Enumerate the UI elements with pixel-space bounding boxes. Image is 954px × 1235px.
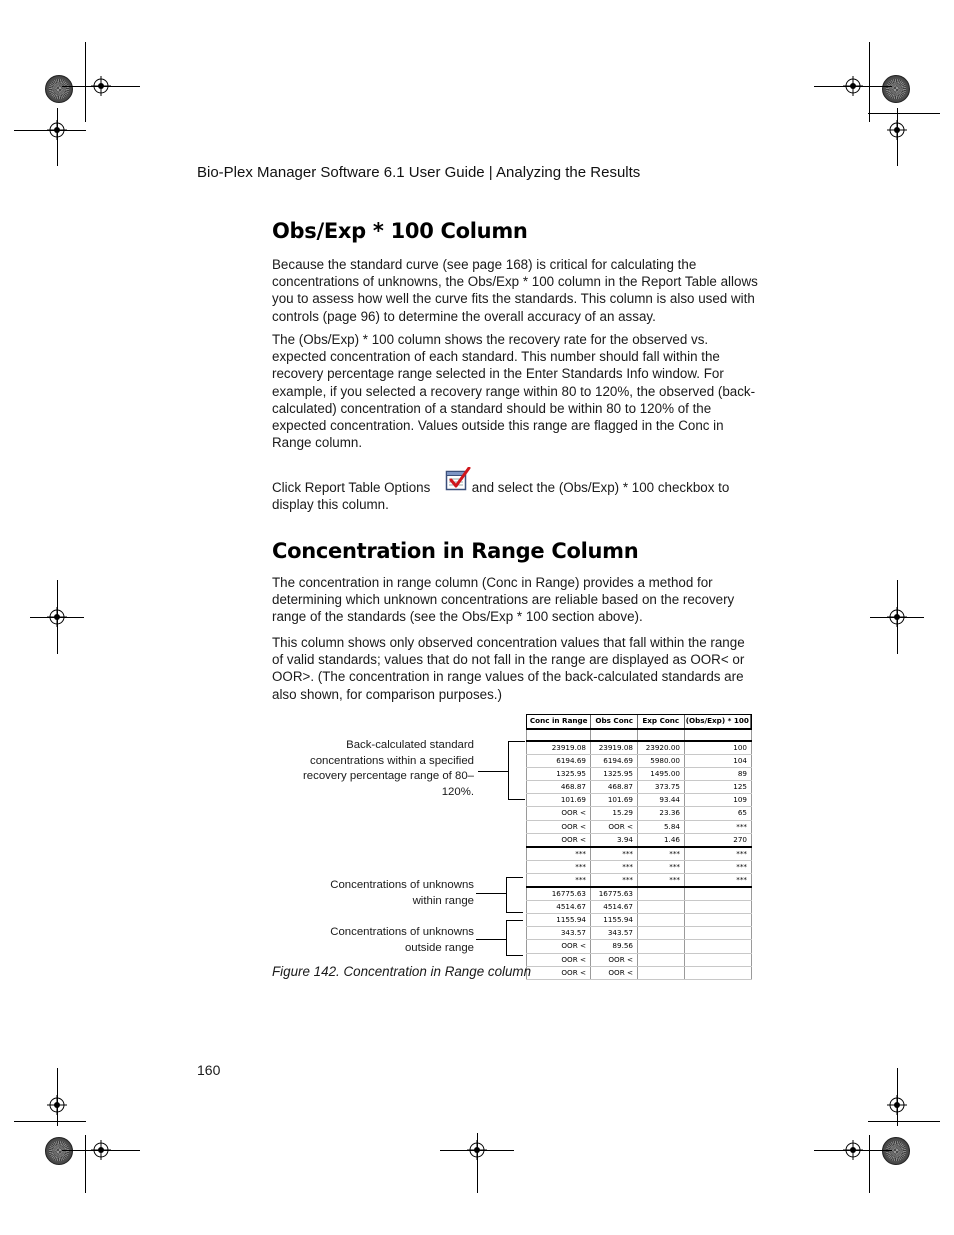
- crosshair-icon: [843, 1140, 863, 1160]
- printer-disc-icon: [45, 1137, 73, 1165]
- table-blank-row: [526, 730, 752, 742]
- concentration-table: [526, 714, 752, 980]
- table-cell: 4514.67: [526, 901, 591, 913]
- printer-disc-icon: [882, 1137, 910, 1165]
- paragraph: The (Obs/Exp) * 100 column shows the recovery rate for the observed vs. expected concentration of each standard. This number should fall within the recovery percentage range selected in the Enter Standards Info window. For example, if you selected a recovery range within 80 to 120%, the observed (back-calculated) concentration of a standard should be within 80 to 120% of the expected concentration. Values outside this range are flagged in the Conc in Range column.: [272, 332, 756, 451]
- table-cell: 100: [685, 742, 752, 754]
- table-header-row: [526, 714, 752, 730]
- table-cell: ***: [638, 848, 685, 860]
- table-cell: 65: [685, 807, 752, 819]
- table-cell: 3.94: [591, 834, 638, 846]
- table-cell: OOR <: [526, 807, 591, 819]
- table-cell: 1495.00: [638, 768, 685, 780]
- table-cell: [685, 914, 752, 926]
- crosshair-icon: [91, 1140, 111, 1160]
- printer-disc-icon: [882, 75, 910, 103]
- table-cell: ***: [591, 874, 638, 886]
- table-cell: Obs Conc: [591, 715, 638, 728]
- table-row: [526, 755, 752, 768]
- table-cell: [685, 940, 752, 952]
- crosshair-icon: [47, 1095, 67, 1115]
- table-cell: 373.75: [638, 781, 685, 793]
- table-cell: [638, 914, 685, 926]
- paragraph: This column shows only observed concentration values that fall within the range of valid standards; values that do not fall in the range are displayed as OOR< or OOR>. (The concentration in range values of the back-calculated standards are also shown, for comparison purposes.): [272, 635, 745, 702]
- table-cell: 343.57: [526, 927, 591, 939]
- table-cell: 93.44: [638, 794, 685, 806]
- table-row: [526, 874, 752, 888]
- table-cell: 15.29: [591, 807, 638, 819]
- table-cell: OOR <: [526, 821, 591, 833]
- table-row: [526, 914, 752, 927]
- table-cell: 270: [685, 834, 752, 846]
- table-cell: 1155.94: [591, 914, 638, 926]
- table-cell: ***: [638, 874, 685, 886]
- table-cell: Conc in Range: [527, 715, 591, 728]
- table-cell: [638, 901, 685, 913]
- running-head: Bio-Plex Manager Software 6.1 User Guide | Analyzing the Results: [197, 164, 641, 181]
- table-row: [526, 821, 752, 834]
- report-table-options-icon: [445, 467, 471, 491]
- table-cell: (Obs/Exp) * 100: [685, 715, 751, 728]
- table-row: [526, 954, 752, 967]
- table-cell: [638, 888, 685, 900]
- table-row: [526, 901, 752, 914]
- table-cell: 101.69: [591, 794, 638, 806]
- table-cell: [685, 901, 752, 913]
- table-cell: ***: [685, 821, 752, 833]
- table-cell: 1.46: [638, 834, 685, 846]
- crosshair-icon: [887, 607, 907, 627]
- table-row: [526, 794, 752, 807]
- table-cell: OOR <: [591, 967, 638, 979]
- table-cell: OOR <: [591, 954, 638, 966]
- paragraph: Because the standard curve (see page 168) is critical for calculating the concentrations of unknowns, the Obs/Exp * 100 column in the Report Table allows you to assess how well the curve fits the standards. This column is also used with controls (page 96) to determine the overall accuracy of an assay.: [272, 257, 758, 324]
- table-row: [526, 781, 752, 794]
- callout-unknowns-outside: Concentrations of unknowns outside range: [330, 926, 474, 954]
- callout-unknowns-within: Concentrations of unknowns within range: [330, 879, 474, 907]
- table-cell: 5.84: [638, 821, 685, 833]
- table-cell: 109: [685, 794, 752, 806]
- table-cell: OOR <: [526, 967, 591, 979]
- table-cell: [638, 967, 685, 979]
- table-cell: 89: [685, 768, 752, 780]
- table-row: [526, 848, 752, 861]
- table-cell: [685, 927, 752, 939]
- crosshair-icon: [843, 76, 863, 96]
- table-row: [526, 861, 752, 874]
- table-row: [526, 927, 752, 940]
- heading-conc-range: Concentration in Range Column: [272, 539, 639, 563]
- table-cell: 23920.00: [638, 742, 685, 754]
- table-cell: 6194.69: [526, 755, 591, 767]
- table-cell: ***: [526, 874, 591, 886]
- table-cell: 1325.95: [591, 768, 638, 780]
- table-cell: 5980.00: [638, 755, 685, 767]
- table-cell: 6194.69: [591, 755, 638, 767]
- crosshair-icon: [47, 120, 67, 140]
- paragraph: The concentration in range column (Conc in Range) provides a method for determining which unknown concentrations are reliable based on the recovery range of the standards (see the Obs/Exp * 100 section above).: [272, 575, 735, 625]
- table-cell: ***: [638, 861, 685, 873]
- table-row: [526, 742, 752, 755]
- table-row: [526, 807, 752, 820]
- callout-standards: Back-calculated standard concentrations within a specified recovery percentage range of 80–120%.: [303, 739, 474, 798]
- table-cell: 23.36: [638, 807, 685, 819]
- table-cell: 1325.95: [526, 768, 591, 780]
- table-cell: ***: [526, 848, 591, 860]
- table-cell: OOR <: [526, 940, 591, 952]
- crosshair-icon: [47, 607, 67, 627]
- table-cell: [638, 927, 685, 939]
- crosshair-icon: [887, 120, 907, 140]
- table-cell: ***: [685, 874, 752, 886]
- table-cell: ***: [685, 861, 752, 873]
- table-cell: 101.69: [526, 794, 591, 806]
- table-cell: 89.56: [591, 940, 638, 952]
- table-row: [526, 834, 752, 848]
- paragraph-report-options: [272, 479, 758, 513]
- table-cell: [638, 954, 685, 966]
- text: display this column.: [272, 497, 389, 513]
- crosshair-icon: [887, 1095, 907, 1115]
- table-cell: OOR <: [526, 954, 591, 966]
- table-cell: ***: [591, 861, 638, 873]
- table-cell: 343.57: [591, 927, 638, 939]
- table-row: [526, 940, 752, 953]
- table-cell: OOR <: [591, 821, 638, 833]
- table-row: [526, 888, 752, 901]
- table-row: [526, 768, 752, 781]
- printer-disc-icon: [45, 75, 73, 103]
- table-cell: 4514.67: [591, 901, 638, 913]
- table-cell: [638, 730, 685, 740]
- table-cell: 468.87: [526, 781, 591, 793]
- table-cell: [638, 940, 685, 952]
- table-cell: [685, 967, 752, 979]
- table-cell: [591, 730, 638, 740]
- table-cell: 23919.08: [526, 742, 591, 754]
- heading-obs-exp: Obs/Exp * 100 Column: [272, 219, 528, 243]
- crosshair-icon: [91, 76, 111, 96]
- table-cell: ***: [591, 848, 638, 860]
- figure-caption: Figure 142. Concentration in Range column: [272, 964, 532, 979]
- table-cell: 16775.63: [526, 888, 591, 900]
- table-cell: [685, 888, 752, 900]
- table-row: [526, 967, 752, 980]
- table-cell: 1155.94: [526, 914, 591, 926]
- table-cell: Exp Conc: [638, 715, 685, 728]
- table-cell: 23919.08: [591, 742, 638, 754]
- page-number: 160: [197, 1062, 221, 1078]
- table-cell: 104: [685, 755, 752, 767]
- table-cell: [685, 954, 752, 966]
- table-cell: [526, 730, 591, 740]
- table-cell: 125: [685, 781, 752, 793]
- table-cell: ***: [526, 861, 591, 873]
- text: Click Report Table Options: [272, 480, 431, 495]
- crosshair-icon: [467, 1140, 487, 1160]
- table-cell: 16775.63: [591, 888, 638, 900]
- table-cell: OOR <: [526, 834, 591, 846]
- table-cell: ***: [685, 848, 752, 860]
- table-cell: 468.87: [591, 781, 638, 793]
- table-cell: [685, 730, 752, 740]
- text: and select the (Obs/Exp) * 100 checkbox to: [471, 480, 730, 495]
